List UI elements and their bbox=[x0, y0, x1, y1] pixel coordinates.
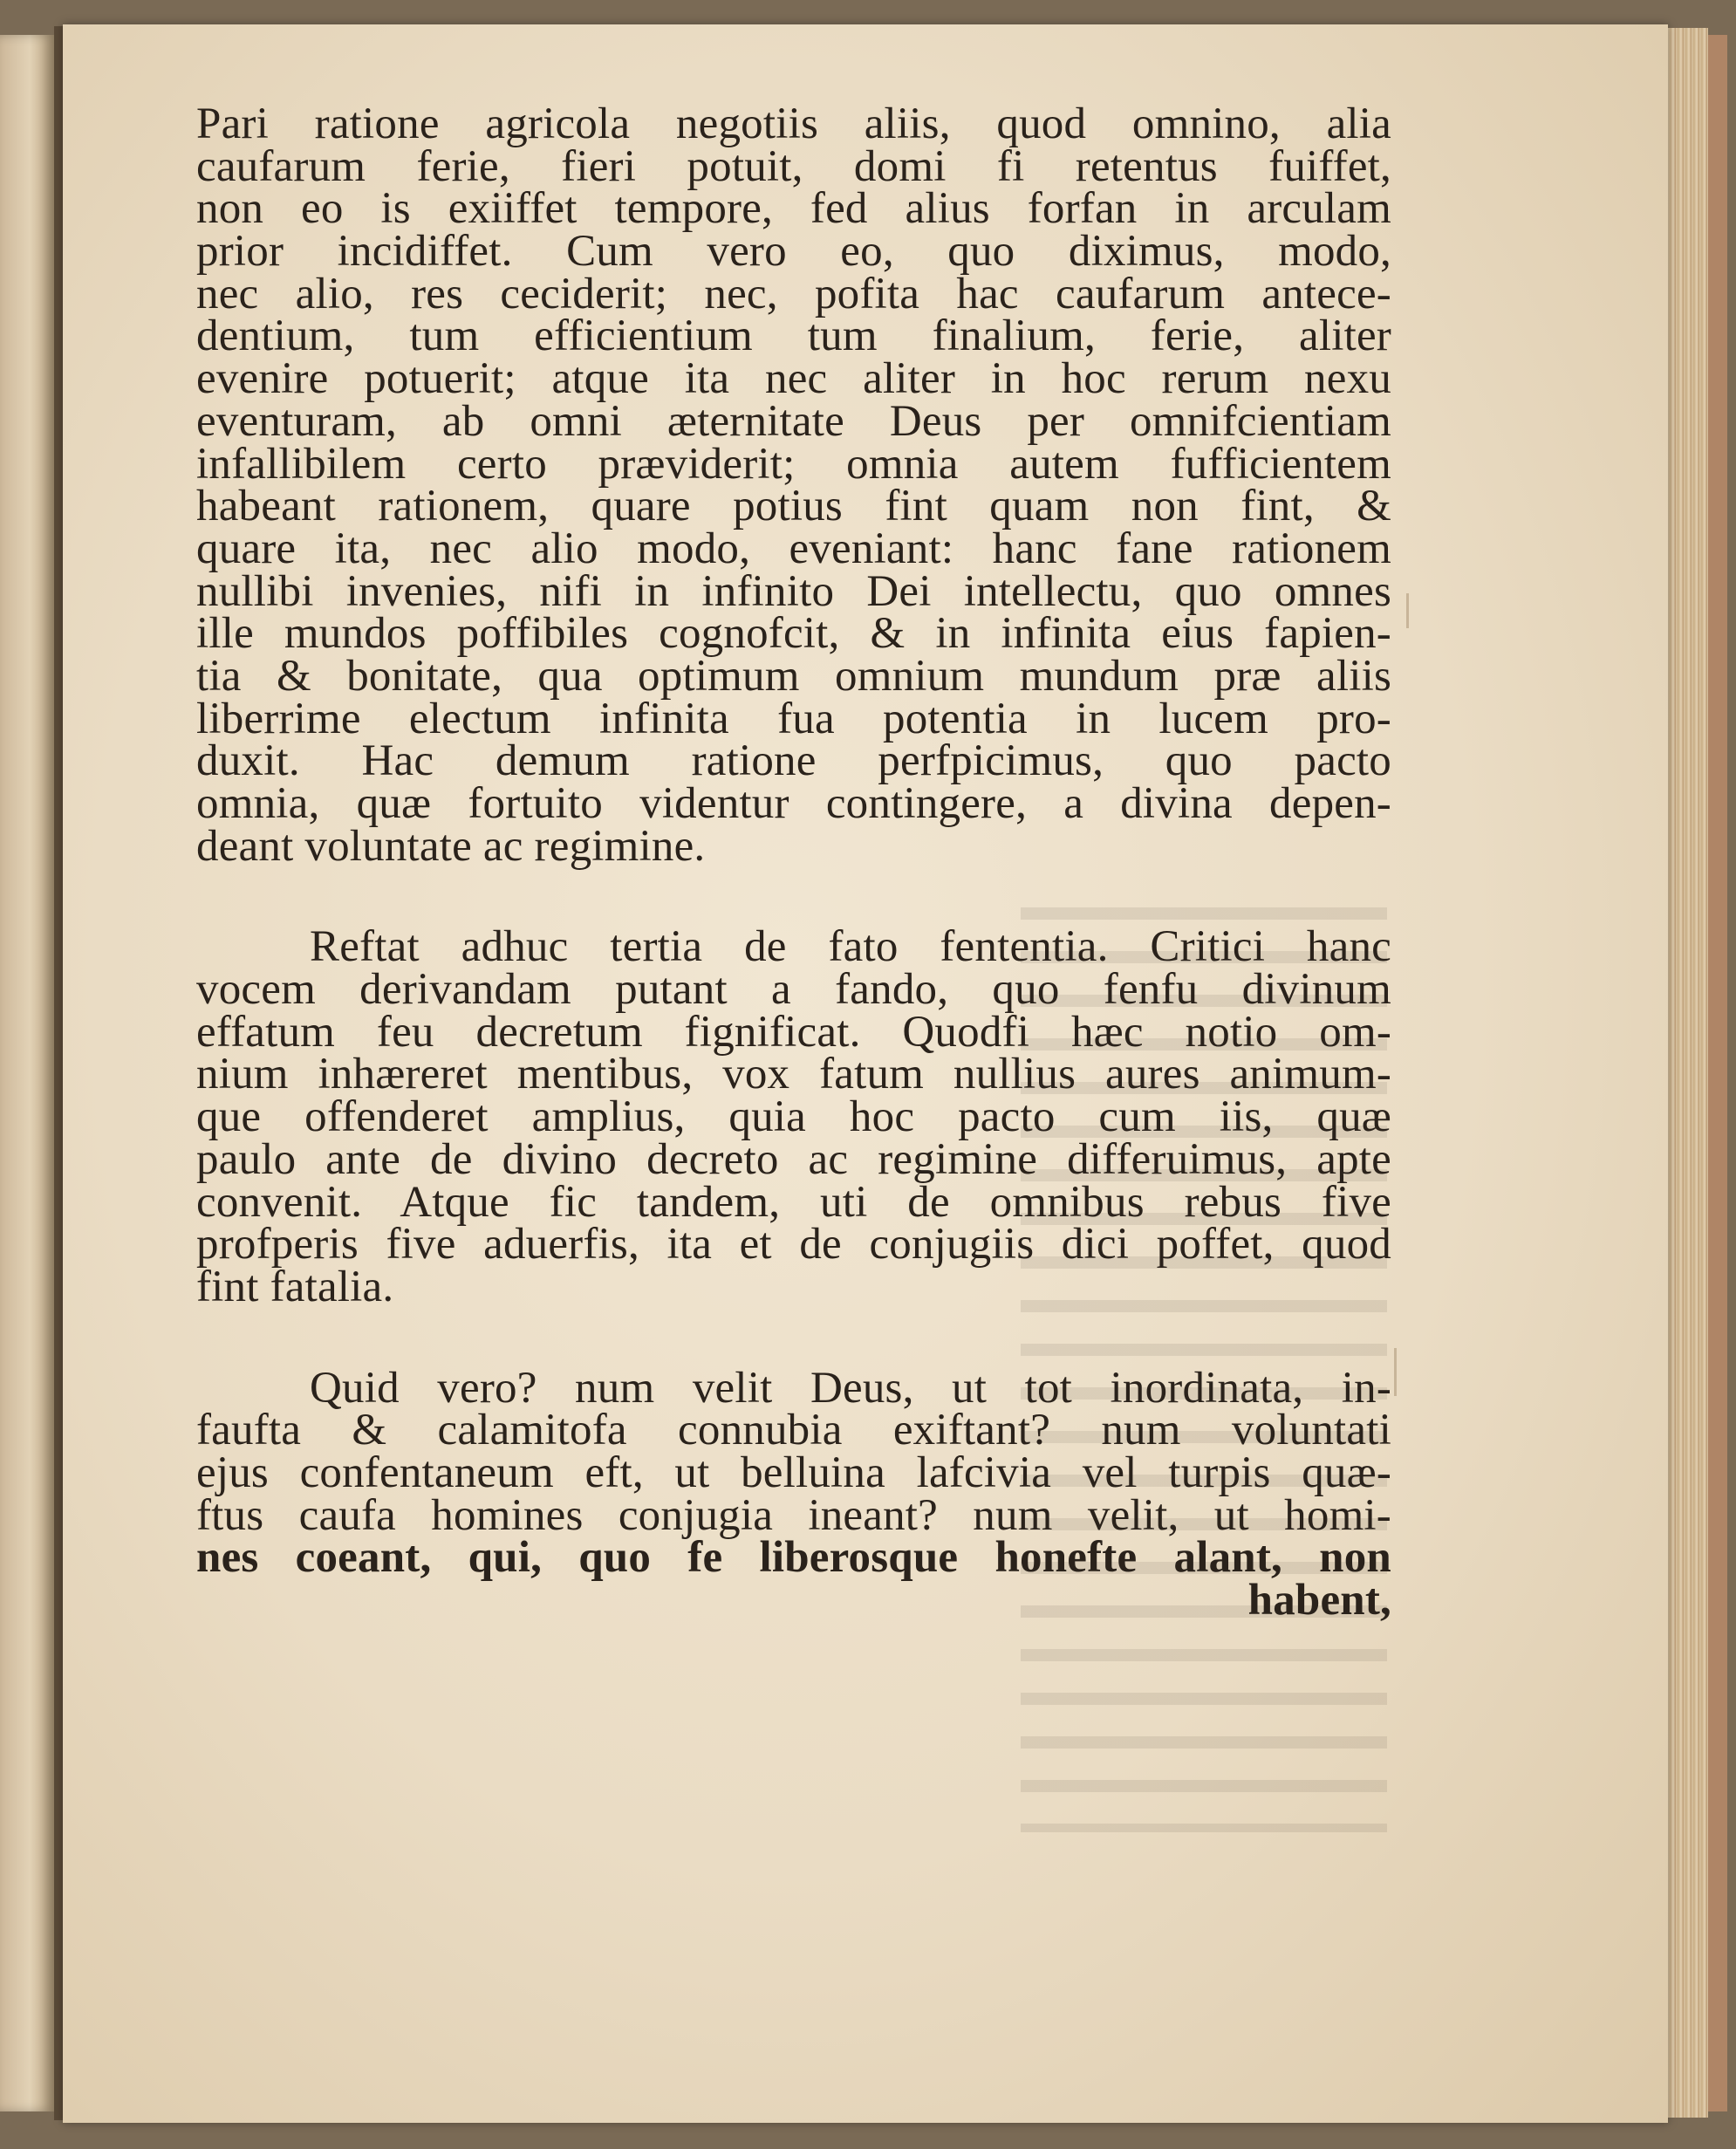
text-line: ftus caufa homines conjugia ineant? num velit, ut homi- bbox=[196, 1490, 1391, 1540]
text-line: convenit. Atque fic tandem, uti de omnibus rebus five bbox=[196, 1177, 1391, 1227]
text-line: Reftat adhuc tertia de fato fententia. Critici hanc bbox=[310, 922, 1391, 972]
text-line: dentium, tum efficientium tum finalium, ferie, aliter bbox=[196, 311, 1391, 361]
text-line: deant voluntate ac regimine. bbox=[196, 821, 706, 871]
text-line: habeant rationem, quare potius fint quam non fint, & bbox=[196, 482, 1391, 531]
text-line: nec alio, res ceciderit; nec, pofita hac caufarum antece- bbox=[196, 269, 1391, 318]
previous-page-edge bbox=[0, 35, 54, 2111]
text-line: effatum feu decretum fignificat. Quodfi hæc notio om- bbox=[196, 1007, 1391, 1057]
text-line: vocem derivandam putant a fando, quo fenfu divinum bbox=[196, 965, 1391, 1015]
text-line: liberrime electum infinita fua potentia in lucem pro- bbox=[196, 694, 1391, 743]
text-line: paulo ante de divino decreto ac regimine differuimus, apte bbox=[196, 1134, 1391, 1184]
catchword: habent, bbox=[1247, 1576, 1391, 1625]
text-line: Pari ratione agricola negotiis aliis, quod omnino, alia bbox=[196, 99, 1391, 148]
text-line: nium inhæreret mentibus, vox fatum nullius aures animum- bbox=[196, 1050, 1391, 1099]
book-gutter bbox=[54, 26, 63, 2120]
text-line: ejus confentaneum eft, ut belluina lafcivia vel turpis quæ- bbox=[196, 1447, 1391, 1497]
text-line: profperis five aduerfis, ita et de conjugiis dici poffet, quod bbox=[196, 1220, 1391, 1270]
text-line: eventuram, ab omni æternitate Deus per omnifcientiam bbox=[196, 396, 1391, 446]
text-line: caufarum ferie, fieri potuit, domi fi retentus fuiffet, bbox=[196, 141, 1391, 191]
page-stack-edge bbox=[1668, 28, 1708, 2118]
text-line: duxit. Hac demum ratione perfpicimus, quo pacto bbox=[196, 736, 1391, 786]
paragraph-spacer bbox=[196, 1309, 1391, 1367]
text-line: evenire potuerit; atque ita nec aliter in hoc rerum nexu bbox=[196, 354, 1391, 404]
book-cover-edge bbox=[1708, 35, 1727, 2111]
text-line: prior incidiffet. Cum vero eo, quo diximus, modo, bbox=[196, 227, 1391, 277]
text-line: infallibilem certo præviderit; omnia autem fufficientem bbox=[196, 439, 1391, 489]
text-line: non eo is exiiffet tempore, fed alius forfan in arculam bbox=[196, 184, 1391, 234]
margin-mark bbox=[1406, 593, 1409, 628]
paragraph-2 bbox=[196, 922, 1391, 1311]
text-line: faufta & calamitofa connubia exiftant? num voluntati bbox=[196, 1406, 1391, 1455]
text-line: fint fatalia. bbox=[196, 1262, 394, 1311]
text-line: omnia, quæ fortuito videntur contingere, a divina depen- bbox=[196, 779, 1391, 828]
text-line: nes coeant, qui, quo fe liberosque honefte alant, non bbox=[196, 1533, 1391, 1583]
paragraph-3 bbox=[196, 1363, 1391, 1583]
text-line: que offenderet amplius, quia hoc pacto cum iis, quæ bbox=[196, 1092, 1391, 1142]
text-line: Quid vero? num velit Deus, ut tot inordinata, in- bbox=[310, 1363, 1391, 1413]
paragraph-1 bbox=[196, 99, 1391, 871]
page-text bbox=[196, 99, 1391, 1625]
text-line: quare ita, nec alio modo, eveniant: hanc fane rationem bbox=[196, 524, 1391, 573]
paragraph-spacer bbox=[196, 867, 1391, 926]
margin-mark bbox=[1394, 1348, 1397, 1396]
text-line: tia & bonitate, qua optimum omnium mundum præ aliis bbox=[196, 651, 1391, 701]
text-line: nullibi invenies, nifi in infinito Dei intellectu, quo omnes bbox=[196, 566, 1391, 616]
text-line: ille mundos poffibiles cognofcit, & in infinita eius fapien- bbox=[196, 609, 1391, 659]
